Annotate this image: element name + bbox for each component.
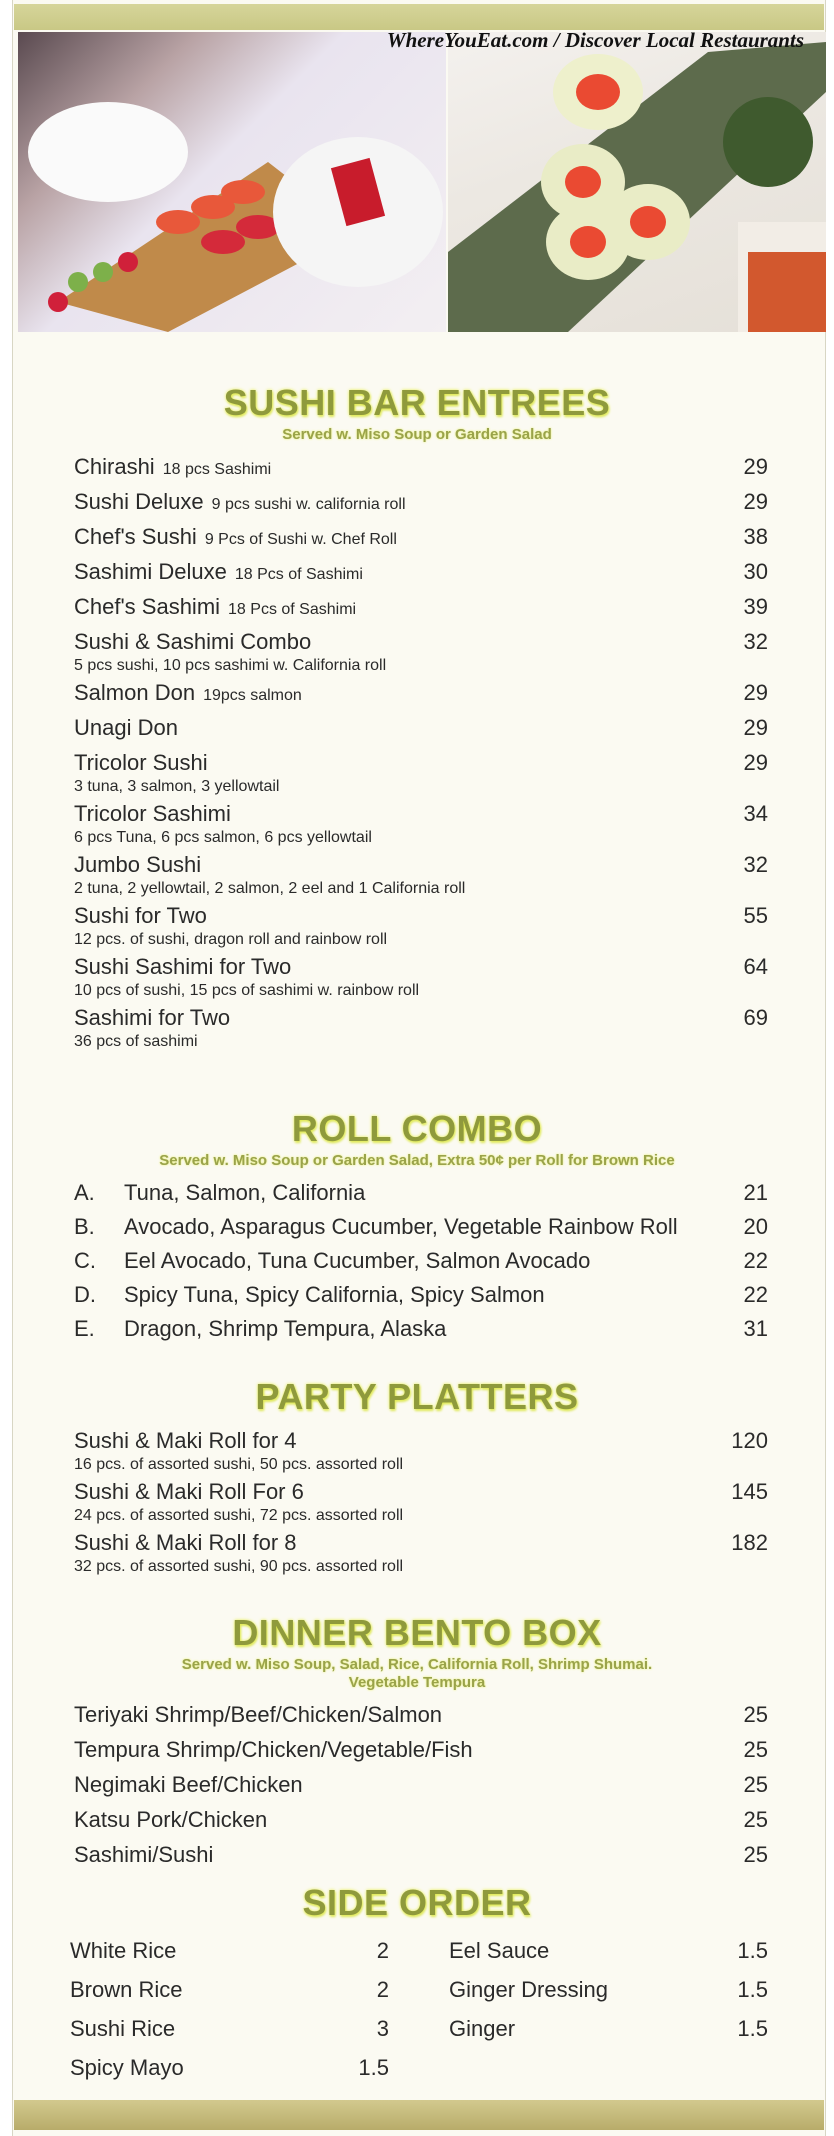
menu-item-name: Brown Rice bbox=[70, 1977, 183, 2002]
menu-item-name: Sushi & Maki Roll for 4 bbox=[74, 1428, 297, 1453]
menu-item-name: White Rice bbox=[70, 1938, 177, 1963]
menu-item bbox=[74, 454, 768, 484]
menu-item-line bbox=[449, 1938, 768, 1972]
menu-item-price: 29 bbox=[743, 715, 768, 740]
menu-item-name: Sashimi for Two bbox=[74, 1005, 231, 1030]
side-list-right bbox=[449, 1938, 768, 2094]
menu-item-line bbox=[74, 1316, 768, 1346]
menu-item-name: Tricolor Sushi bbox=[74, 750, 208, 775]
menu-item bbox=[74, 1214, 768, 1244]
menu-item-name: Unagi Don bbox=[74, 715, 178, 740]
menu-item-name: Avocado, Asparagus Cucumber, Vegetable Rainbow Roll bbox=[124, 1214, 678, 1239]
menu-item-name-group bbox=[74, 1248, 590, 1274]
menu-item bbox=[74, 852, 768, 898]
menu-item-name-group bbox=[74, 1214, 678, 1240]
menu-item-line bbox=[74, 1807, 768, 1837]
menu-item-line bbox=[74, 1005, 768, 1035]
menu-item-line bbox=[74, 1214, 768, 1244]
menu-item-name-group bbox=[70, 2055, 184, 2081]
menu-item-line bbox=[70, 2055, 389, 2089]
menu-item bbox=[74, 489, 768, 519]
menu-item-price: 1.5 bbox=[737, 1977, 768, 2002]
menu-item bbox=[70, 1977, 389, 2011]
menu-item-price: 22 bbox=[743, 1248, 768, 1273]
menu-item-price: 1.5 bbox=[737, 2016, 768, 2041]
menu-item-name-group bbox=[74, 1807, 267, 1833]
menu-item bbox=[74, 680, 768, 710]
section-title: SUSHI BAR ENTREES bbox=[223, 382, 611, 423]
menu-item-description: 32 pcs. of assorted sushi, 90 pcs. assorted roll bbox=[74, 1558, 404, 1575]
watermark: WhereYouEat.com / Discover Local Restaurants bbox=[386, 28, 804, 52]
menu-item bbox=[74, 1316, 768, 1346]
menu-item-name-group bbox=[74, 489, 406, 515]
menu-item-name: Eel Sauce bbox=[449, 1938, 550, 1963]
menu-item-line bbox=[74, 1282, 768, 1312]
menu-item-name-group bbox=[74, 1282, 545, 1308]
menu-item-price: 22 bbox=[743, 1282, 768, 1307]
section-subtitle: Served w. Miso Soup or Garden Salad, Extra 50¢ per Roll for Brown Rice bbox=[159, 1152, 675, 1169]
menu-item-line bbox=[74, 454, 768, 484]
menu-item-description: 2 tuna, 2 yellowtail, 2 salmon, 2 eel and 1 California roll bbox=[74, 880, 466, 897]
menu-item-line bbox=[74, 1530, 768, 1560]
menu-item-line bbox=[74, 801, 768, 831]
sushi-platter-photo bbox=[18, 32, 446, 332]
menu-item-name-group bbox=[74, 852, 201, 878]
section-title: DINNER BENTO BOX bbox=[232, 1612, 602, 1653]
menu-item-note: 18 Pcs of Sashimi bbox=[234, 566, 363, 583]
dinner-bento-section bbox=[0, 1612, 834, 1877]
menu-item-name: Sashimi/Sushi bbox=[74, 1842, 214, 1867]
section-title: PARTY PLATTERS bbox=[255, 1376, 579, 1417]
bottom-band bbox=[14, 2100, 824, 2130]
menu-item-price: 30 bbox=[743, 559, 768, 584]
menu-item-price: 64 bbox=[743, 954, 768, 979]
menu-item-name: Salmon Don bbox=[74, 680, 196, 705]
menu-item-line bbox=[74, 903, 768, 933]
menu-list bbox=[74, 454, 768, 1051]
menu-item bbox=[74, 715, 768, 745]
menu-item-line bbox=[74, 1428, 768, 1458]
menu-item-line bbox=[74, 715, 768, 745]
menu-item-price: 25 bbox=[743, 1772, 768, 1797]
menu-item-name-group bbox=[74, 1842, 213, 1868]
menu-item bbox=[70, 2016, 389, 2050]
top-band bbox=[14, 4, 824, 30]
menu-item bbox=[70, 1938, 389, 1972]
side-list-left bbox=[70, 1938, 389, 2094]
menu-item bbox=[70, 2055, 389, 2089]
menu-item bbox=[74, 1702, 768, 1732]
menu-item-line bbox=[74, 1180, 768, 1210]
menu-item-line bbox=[74, 1737, 768, 1767]
menu-item-name-group bbox=[70, 1977, 182, 2003]
menu-item-name: Dragon, Shrimp Tempura, Alaska bbox=[124, 1316, 447, 1341]
menu-item-name: Chirashi bbox=[74, 454, 155, 479]
menu-item-price: 145 bbox=[731, 1479, 768, 1504]
menu-item-name: Sushi Deluxe bbox=[74, 489, 204, 514]
menu-item-price: 29 bbox=[743, 454, 768, 479]
menu-item bbox=[74, 1737, 768, 1767]
menu-item-price: 2 bbox=[376, 1938, 389, 1963]
menu-item bbox=[74, 903, 768, 949]
section-subtitle: Served w. Miso Soup or Garden Salad bbox=[282, 426, 552, 443]
menu-item-price: 29 bbox=[743, 489, 768, 514]
menu-item-note: 19pcs salmon bbox=[203, 687, 302, 704]
menu-item-line bbox=[74, 629, 768, 659]
menu-item-price: 25 bbox=[743, 1842, 768, 1867]
menu-item-description: 36 pcs of sashimi bbox=[74, 1033, 198, 1050]
menu-item-letter: E. bbox=[74, 1316, 95, 1341]
menu-item-note: 9 pcs sushi w. california roll bbox=[211, 496, 406, 513]
menu-item-price: 38 bbox=[743, 524, 768, 549]
menu-item-description: 16 pcs. of assorted sushi, 50 pcs. assorted roll bbox=[74, 1456, 404, 1473]
menu-item-name-group bbox=[74, 680, 302, 706]
menu-item-name-group bbox=[74, 1479, 304, 1505]
menu-item-name-group bbox=[74, 1737, 473, 1763]
menu-item-line bbox=[74, 680, 768, 710]
side-order-section bbox=[0, 1882, 834, 2094]
section-subtitle-2: Vegetable Tempura bbox=[348, 1674, 486, 1691]
menu-item-line bbox=[74, 489, 768, 519]
menu-item-name-group bbox=[449, 2016, 515, 2042]
menu-item-name: Spicy Mayo bbox=[70, 2055, 184, 2080]
menu-item bbox=[449, 2016, 768, 2050]
menu-item-name-group bbox=[74, 1772, 303, 1798]
menu-item-name: Chef's Sushi bbox=[74, 524, 197, 549]
menu-item-line bbox=[74, 750, 768, 780]
menu-item-price: 31 bbox=[743, 1316, 768, 1341]
menu-item-name: Sushi Rice bbox=[70, 2016, 176, 2041]
menu-item bbox=[449, 1977, 768, 2011]
menu-item-price: 182 bbox=[731, 1530, 768, 1555]
menu-item-name: Teriyaki Shrimp/Beef/Chicken/Salmon bbox=[74, 1702, 443, 1727]
menu-item bbox=[74, 1282, 768, 1312]
menu-item-price: 2 bbox=[376, 1977, 389, 2002]
menu-item-price: 21 bbox=[743, 1180, 768, 1205]
menu-item-note: 18 pcs Sashimi bbox=[162, 461, 272, 478]
menu-item-name-group bbox=[74, 1005, 230, 1031]
menu-item-name: Sushi & Sashimi Combo bbox=[74, 629, 312, 654]
menu-item-name-group bbox=[74, 750, 208, 776]
menu-item-name-group bbox=[74, 524, 397, 550]
menu-item-price: 25 bbox=[743, 1737, 768, 1762]
menu-item bbox=[74, 750, 768, 796]
menu-item-price: 3 bbox=[376, 2016, 389, 2041]
menu-item-price: 25 bbox=[743, 1702, 768, 1727]
menu-item-price: 1.5 bbox=[358, 2055, 389, 2080]
menu-item bbox=[74, 1005, 768, 1051]
menu-item bbox=[74, 524, 768, 554]
menu-item-price: 34 bbox=[743, 801, 768, 826]
menu-item-description: 6 pcs Tuna, 6 pcs salmon, 6 pcs yellowtail bbox=[74, 829, 372, 846]
menu-list bbox=[74, 1702, 768, 1872]
menu-item bbox=[74, 1428, 768, 1474]
menu-item-name: Spicy Tuna, Spicy California, Spicy Salmon bbox=[124, 1282, 545, 1307]
menu-item-price: 29 bbox=[743, 750, 768, 775]
menu-item-name: Eel Avocado, Tuna Cucumber, Salmon Avocado bbox=[124, 1248, 591, 1273]
sushi-platter-illustration bbox=[18, 32, 446, 332]
menu-item-name-group bbox=[74, 1428, 297, 1454]
menu-item-price: 32 bbox=[743, 629, 768, 654]
menu-item-name: Ginger bbox=[449, 2016, 516, 2041]
menu-item-name: Sushi & Maki Roll For 6 bbox=[74, 1479, 304, 1504]
menu-item bbox=[74, 559, 768, 589]
menu-item-name-group bbox=[74, 594, 356, 620]
menu-item-price: 1.5 bbox=[737, 1938, 768, 1963]
menu-item bbox=[74, 629, 768, 675]
menu-item-name-group bbox=[74, 629, 311, 655]
menu-item-name: Sushi & Maki Roll for 8 bbox=[74, 1530, 297, 1555]
menu-item-name: Tuna, Salmon, California bbox=[124, 1180, 366, 1205]
menu-item-price: 39 bbox=[743, 594, 768, 619]
menu-item bbox=[74, 801, 768, 847]
menu-item-name-group bbox=[449, 1938, 549, 1964]
menu-item-line bbox=[74, 1772, 768, 1802]
menu-item-price: 25 bbox=[743, 1807, 768, 1832]
menu-item-line bbox=[70, 1977, 389, 2011]
menu-item-line bbox=[74, 1248, 768, 1278]
menu-item-price: 20 bbox=[743, 1214, 768, 1239]
menu-item bbox=[449, 1938, 768, 1972]
menu-item bbox=[74, 594, 768, 624]
menu-item-letter: B. bbox=[74, 1214, 95, 1239]
menu-item-line bbox=[74, 524, 768, 554]
menu-item-description: 3 tuna, 3 salmon, 3 yellowtail bbox=[74, 778, 280, 795]
menu-item bbox=[74, 1842, 768, 1872]
menu-item bbox=[74, 1807, 768, 1837]
menu-item-line bbox=[449, 1977, 768, 2011]
menu-item-price: 29 bbox=[743, 680, 768, 705]
menu-item-name: Ginger Dressing bbox=[449, 1977, 608, 2002]
menu-item-line bbox=[74, 852, 768, 882]
menu-item-name: Negimaki Beef/Chicken bbox=[74, 1772, 303, 1797]
menu-item bbox=[74, 1479, 768, 1525]
menu-item-name-group bbox=[74, 1702, 442, 1728]
menu-item-name: Sushi Sashimi for Two bbox=[74, 954, 292, 979]
menu-item-line bbox=[74, 559, 768, 589]
menu-item-description: 24 pcs. of assorted sushi, 72 pcs. assorted roll bbox=[74, 1507, 404, 1524]
menu-item-description: 5 pcs sushi, 10 pcs sashimi w. California roll bbox=[74, 657, 387, 674]
menu-item-line bbox=[74, 954, 768, 984]
menu-item-line bbox=[70, 2016, 389, 2050]
roll-combo-section bbox=[0, 1108, 834, 1350]
menu-item-name-group bbox=[74, 1530, 297, 1556]
menu-item-note: 18 Pcs of Sashimi bbox=[228, 601, 357, 618]
section-title: ROLL COMBO bbox=[291, 1108, 543, 1149]
menu-item-line bbox=[449, 2016, 768, 2050]
menu-item-name-group bbox=[74, 1316, 446, 1342]
menu-item-letter: A. bbox=[74, 1180, 95, 1205]
menu-item-name: Jumbo Sushi bbox=[74, 852, 202, 877]
menu-item-price: 69 bbox=[743, 1005, 768, 1030]
menu-item-name: Tempura Shrimp/Chicken/Vegetable/Fish bbox=[74, 1737, 473, 1762]
cucumber-roll-photo bbox=[448, 32, 826, 332]
cucumber-roll-illustration bbox=[448, 32, 826, 332]
menu-item-name-group bbox=[74, 715, 178, 741]
menu-item-price: 55 bbox=[743, 903, 768, 928]
menu-item-line bbox=[70, 1938, 389, 1972]
menu-item-line bbox=[74, 1702, 768, 1732]
menu-item-note: 9 Pcs of Sushi w. Chef Roll bbox=[204, 531, 397, 548]
menu-item-line bbox=[74, 1479, 768, 1509]
menu-item-letter: D. bbox=[74, 1282, 96, 1307]
menu-item bbox=[74, 1248, 768, 1278]
menu-item bbox=[74, 1772, 768, 1802]
menu-item-name: Sushi for Two bbox=[74, 903, 207, 928]
section-title: SIDE ORDER bbox=[302, 1882, 532, 1923]
party-platters-section bbox=[0, 1376, 834, 1581]
menu-item-name-group bbox=[74, 903, 207, 929]
menu-list bbox=[74, 1428, 768, 1576]
menu-item-letter: C. bbox=[74, 1248, 96, 1273]
menu-item-name-group bbox=[74, 559, 363, 585]
menu-item-name-group bbox=[74, 1180, 365, 1206]
menu-item-price: 120 bbox=[731, 1428, 768, 1453]
menu-item bbox=[74, 1180, 768, 1210]
menu-list bbox=[74, 1180, 768, 1346]
menu-item-name: Chef's Sashimi bbox=[74, 594, 221, 619]
menu-item-line bbox=[74, 594, 768, 624]
menu-item bbox=[74, 954, 768, 1000]
menu-item-name-group bbox=[70, 1938, 176, 1964]
menu-item-description: 10 pcs of sushi, 15 pcs of sashimi w. rainbow roll bbox=[74, 982, 420, 999]
section-subtitle: Served w. Miso Soup, Salad, Rice, California Roll, Shrimp Shumai. bbox=[181, 1656, 653, 1673]
menu-item-name: Katsu Pork/Chicken bbox=[74, 1807, 268, 1832]
menu-item-name-group bbox=[70, 2016, 175, 2042]
menu-item-price: 32 bbox=[743, 852, 768, 877]
menu-item-name-group bbox=[74, 954, 291, 980]
menu-item-name: Tricolor Sashimi bbox=[74, 801, 231, 826]
menu-item-name-group bbox=[74, 801, 231, 827]
menu-item-name-group bbox=[74, 454, 271, 480]
sushi-bar-section bbox=[0, 382, 834, 1056]
menu-item-line bbox=[74, 1842, 768, 1872]
menu-item-name: Sashimi Deluxe bbox=[74, 559, 227, 584]
menu-item-name-group bbox=[449, 1977, 608, 2003]
menu-item-description: 12 pcs. of sushi, dragon roll and rainbow roll bbox=[74, 931, 388, 948]
menu-item bbox=[74, 1530, 768, 1576]
